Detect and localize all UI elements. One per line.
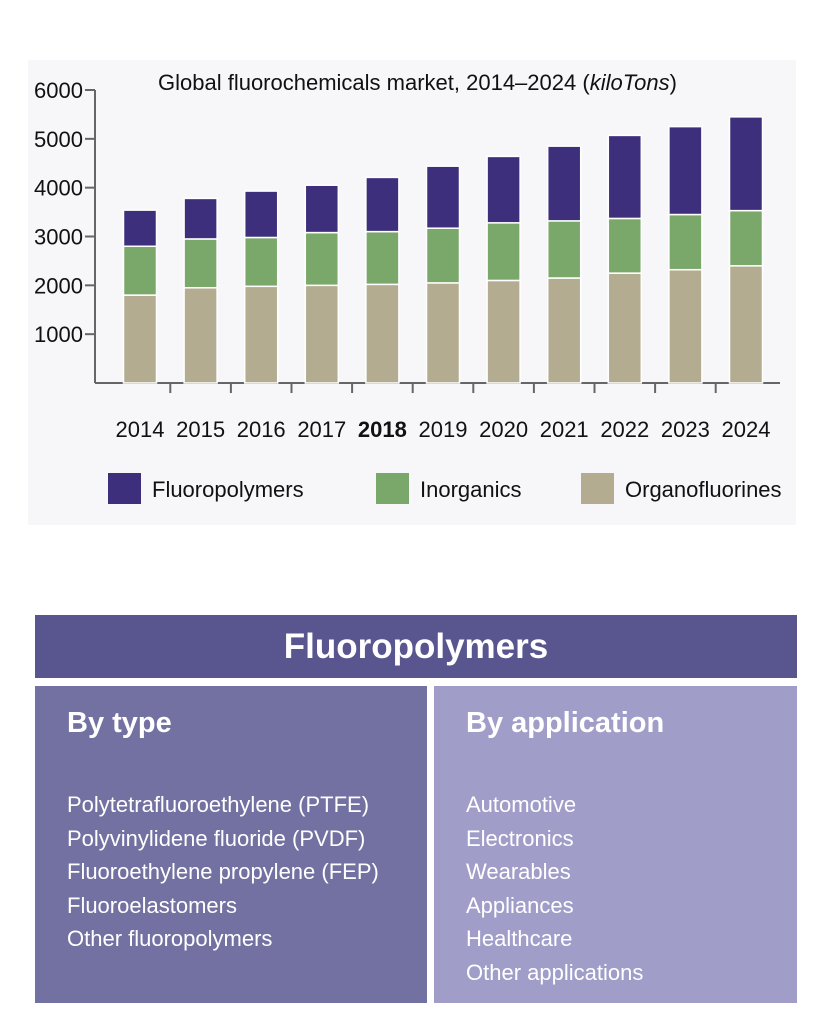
chart-title-main: Global fluorochemicals market, 2014–2024 ( xyxy=(158,70,590,95)
bar-fluoropolymers-2017 xyxy=(305,185,338,232)
bar-inorganics-2014 xyxy=(124,246,157,295)
bar-fluoropolymers-2018 xyxy=(366,177,399,231)
type-item: Other fluoropolymers xyxy=(67,926,273,951)
by-application-panel xyxy=(434,686,797,1003)
legend-swatch-fluoropolymers xyxy=(108,473,141,504)
chart-svg xyxy=(28,60,796,525)
bar-organofluorines-2021 xyxy=(548,278,581,383)
bar-fluoropolymers-2020 xyxy=(487,156,520,222)
application-item: Other applications xyxy=(466,959,644,985)
bar-fluoropolymers-2015 xyxy=(184,198,217,239)
bar-organofluorines-2015 xyxy=(184,288,217,383)
bar-inorganics-2018 xyxy=(366,232,399,285)
type-item: Fluoroelastomers xyxy=(67,892,237,918)
y-tick-label: 2000 xyxy=(34,273,83,299)
bar-organofluorines-2023 xyxy=(669,270,702,383)
bar-inorganics-2023 xyxy=(669,215,702,270)
fluoropolymers-header: Fluoropolymers xyxy=(35,615,797,678)
bar-fluoropolymers-2024 xyxy=(730,117,763,211)
by-application-list xyxy=(466,788,797,989)
chart-title xyxy=(158,70,677,95)
chart-bars xyxy=(124,117,763,383)
bar-inorganics-2016 xyxy=(245,237,278,286)
application-item: Automotive xyxy=(466,792,577,817)
by-type-panel xyxy=(35,686,427,1003)
x-tick-labels xyxy=(116,417,771,442)
x-tick-label-2018: 2018 xyxy=(357,417,407,442)
bar-fluoropolymers-2016 xyxy=(245,191,278,237)
bar-organofluorines-2018 xyxy=(366,284,399,383)
bar-inorganics-2021 xyxy=(548,221,581,278)
bar-organofluorines-2016 xyxy=(245,286,278,383)
x-tick-label-2019: 2019 xyxy=(418,417,468,442)
bar-fluoropolymers-2014 xyxy=(124,210,157,246)
type-item: Polytetrafluoroethylene (PTFE) xyxy=(67,792,370,817)
bar-organofluorines-2019 xyxy=(427,283,460,383)
x-tick-label-2016: 2016 xyxy=(236,417,286,442)
legend-swatch-organofluorines xyxy=(581,473,614,504)
chart-legend xyxy=(108,473,782,504)
by-application-heading: By application xyxy=(466,707,665,739)
bar-inorganics-2017 xyxy=(305,233,338,286)
by-type-list xyxy=(67,788,427,956)
x-tick-label-2020: 2020 xyxy=(479,417,529,442)
y-tick-label: 1000 xyxy=(34,322,83,348)
type-item: Fluoroethylene propylene (FEP) xyxy=(67,859,379,884)
legend-swatch-inorganics xyxy=(376,473,409,504)
x-tick-label-2024: 2024 xyxy=(721,417,771,442)
bar-organofluorines-2014 xyxy=(124,295,157,383)
legend-label-fluoropolymers: Fluoropolymers xyxy=(152,477,304,502)
application-item: Wearables xyxy=(466,859,571,884)
bar-inorganics-2020 xyxy=(487,223,520,281)
x-tick-label-2014: 2014 xyxy=(115,417,165,442)
bar-organofluorines-2020 xyxy=(487,280,520,383)
x-tick-label-2023: 2023 xyxy=(660,417,710,442)
bar-fluoropolymers-2019 xyxy=(427,166,460,228)
bar-inorganics-2024 xyxy=(730,211,763,266)
x-tick-label-2021: 2021 xyxy=(539,417,589,442)
x-tick-label-2015: 2015 xyxy=(176,417,226,442)
bar-fluoropolymers-2022 xyxy=(608,135,641,218)
y-tick-label: 5000 xyxy=(34,126,83,152)
y-tick-labels xyxy=(34,78,83,347)
fluorochemicals-chart xyxy=(28,60,796,525)
bar-inorganics-2019 xyxy=(427,228,460,283)
bar-organofluorines-2024 xyxy=(730,266,763,383)
bar-fluoropolymers-2021 xyxy=(548,146,581,221)
bar-inorganics-2015 xyxy=(184,239,217,288)
chart-title-end: ) xyxy=(669,70,677,95)
y-tick-label: 4000 xyxy=(34,175,83,201)
type-item: Polyvinylidene fluoride (PVDF) xyxy=(67,825,366,851)
application-item: Appliances xyxy=(466,892,574,918)
bar-organofluorines-2022 xyxy=(608,273,641,383)
bar-fluoropolymers-2023 xyxy=(669,127,702,215)
by-type-heading: By type xyxy=(67,707,172,739)
y-tick-label: 6000 xyxy=(34,78,83,103)
bar-inorganics-2022 xyxy=(608,218,641,273)
x-tick-label-2022: 2022 xyxy=(600,417,650,442)
chart-title-unit: kiloTons xyxy=(589,70,670,95)
x-tick-label-2017: 2017 xyxy=(297,417,347,442)
bar-organofluorines-2017 xyxy=(305,285,338,383)
application-item: Healthcare xyxy=(466,926,573,951)
legend-label-inorganics: Inorganics xyxy=(420,477,522,502)
legend-label-organofluorines: Organofluorines xyxy=(625,477,782,502)
y-tick-label: 3000 xyxy=(34,224,83,250)
application-item: Electronics xyxy=(466,825,574,851)
